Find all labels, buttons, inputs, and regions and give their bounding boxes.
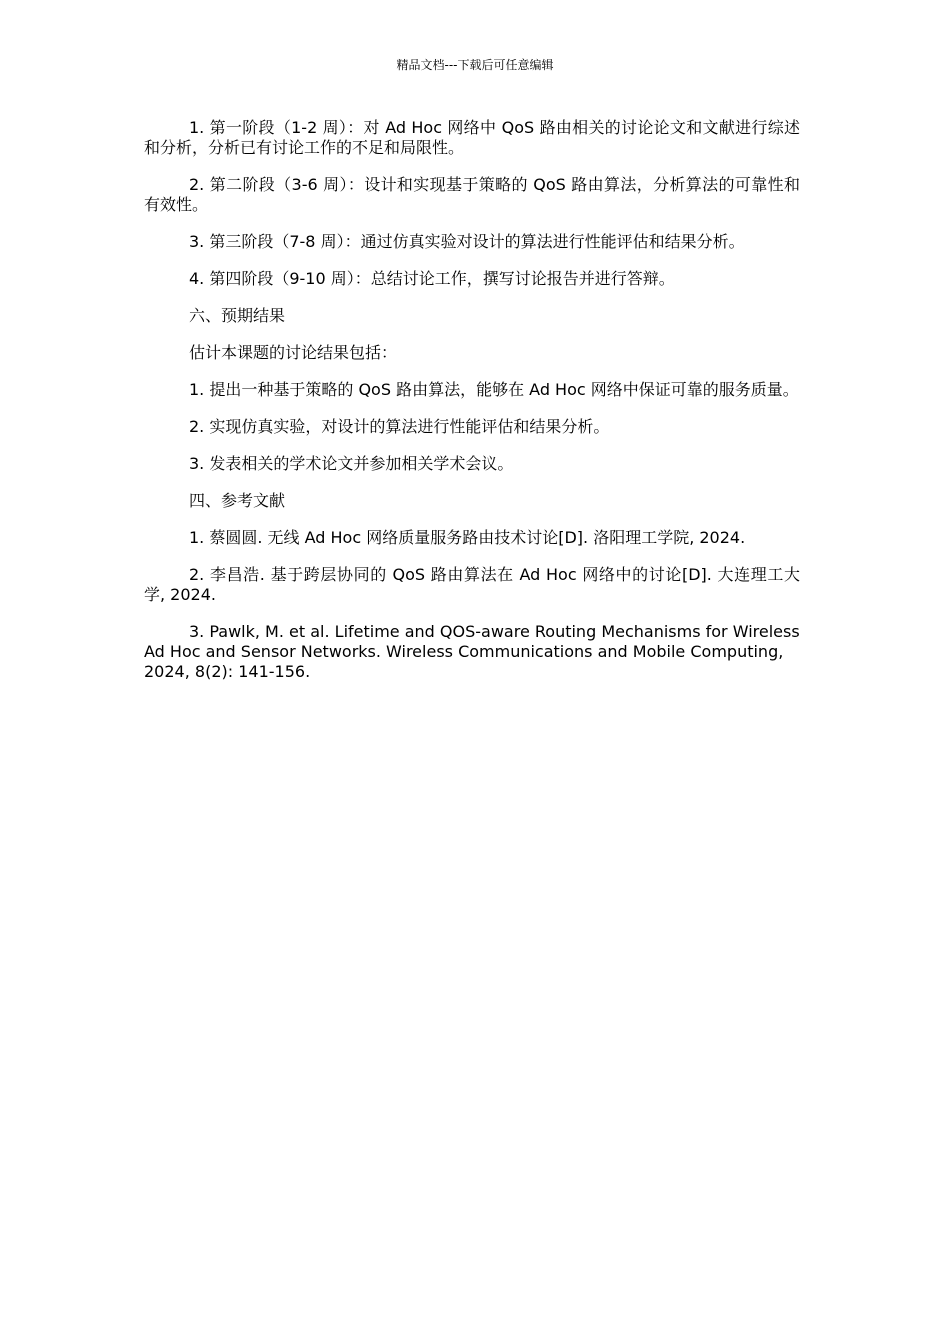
reference-item-1: 1. 蔡圆圆. 无线 Ad Hoc 网络质量服务路由技术讨论[D]. 洛阳理工学院, 2024. (189, 528, 746, 547)
schedule-phase-3: 3. 第三阶段（7-8 周）：通过仿真实验对设计的算法进行性能评估和结果分析。 (189, 232, 745, 251)
page-header: 精品文档---下载后可任意编辑 (396, 58, 554, 72)
section-heading-references: 四、参考文献 (189, 491, 286, 510)
expected-results-intro: 估计本课题的讨论结果包括： (189, 343, 398, 362)
reference-item-3: 3. Pawlk, M. et al. Lifetime and QOS-aware Routing Mechanisms for Wireless Ad Hoc and Sensor Networks. Wireless Communications and Mobile Computing, 2024, 8(2): 141-156. (144, 622, 800, 681)
schedule-phase-4: 4. 第四阶段（9-10 周）：总结讨论工作，撰写讨论报告并进行答辩。 (189, 269, 675, 288)
schedule-phase-1: 1. 第一阶段（1-2 周）：对 Ad Hoc 网络中 QoS 路由相关的讨论论文和文献进行综述和分析，分析已有讨论工作的不足和局限性。 (144, 118, 800, 157)
schedule-phase-2: 2. 第二阶段（3-6 周）：设计和实现基于策略的 QoS 路由算法，分析算法的可靠性和有效性。 (144, 175, 800, 214)
expected-result-item-3: 3. 发表相关的学术论文并参加相关学术会议。 (189, 454, 514, 473)
document-body (144, 118, 800, 699)
section-heading-expected-results: 六、预期结果 (189, 306, 286, 325)
expected-result-item-1: 1. 提出一种基于策略的 QoS 路由算法，能够在 Ad Hoc 网络中保证可靠的服务质量。 (189, 380, 799, 399)
expected-result-item-2: 2. 实现仿真实验，对设计的算法进行性能评估和结果分析。 (189, 417, 610, 436)
reference-item-2: 2. 李昌浩. 基于跨层协同的 QoS 路由算法在 Ad Hoc 网络中的讨论[D]. 大连理工大学, 2024. (144, 565, 800, 604)
